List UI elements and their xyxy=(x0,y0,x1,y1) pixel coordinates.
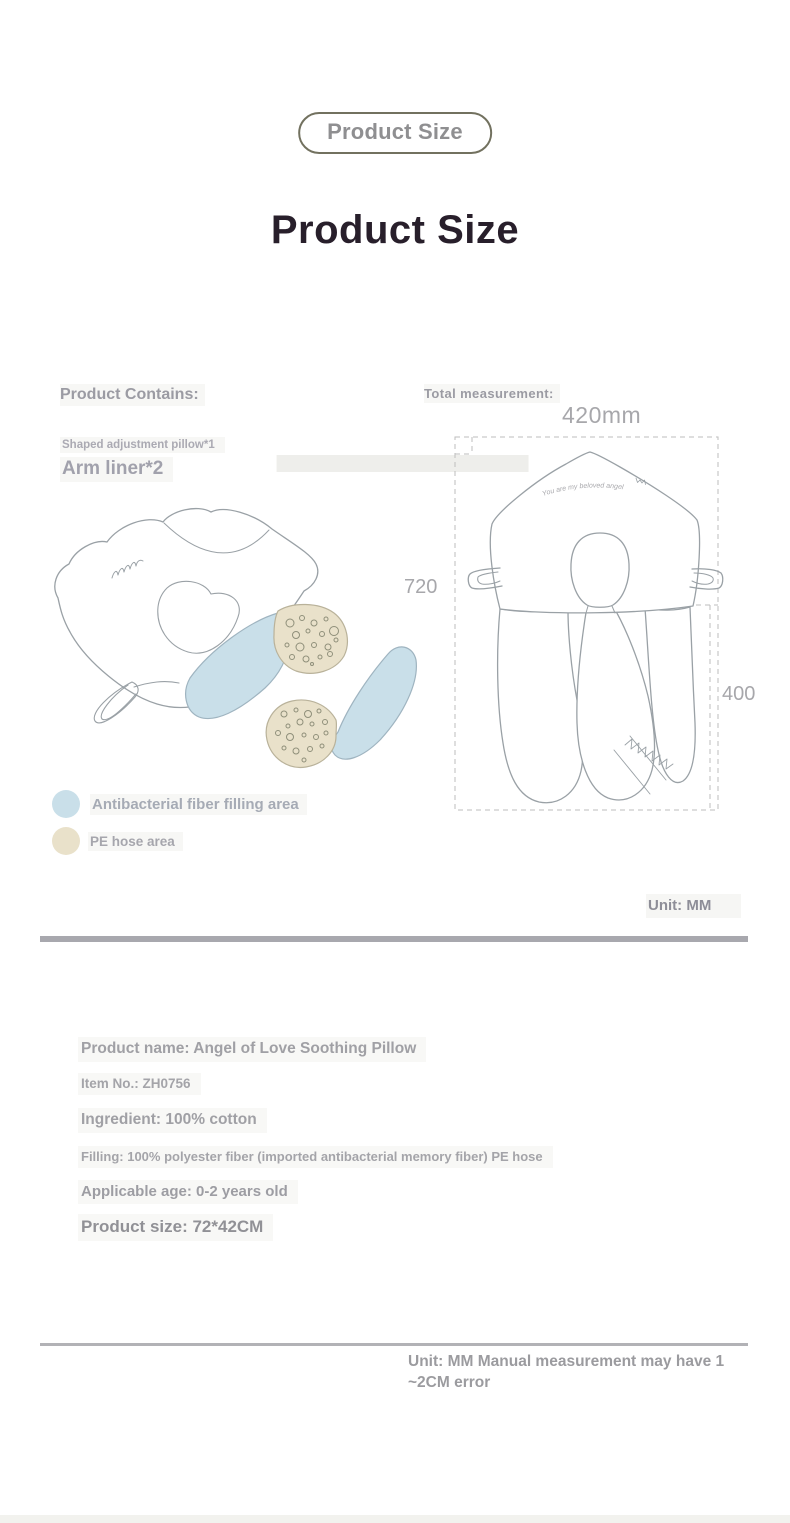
dimension-height-label: 720 xyxy=(404,576,438,598)
arm-liner-2-pe-hose-cap xyxy=(266,700,336,767)
fiber-legend-label: Antibacterial fiber filling area xyxy=(90,794,307,815)
legend-item-pe-hose xyxy=(52,827,183,855)
contains-item-shaped-pillow: Shaped adjustment pillow*1 xyxy=(60,437,225,453)
section-divider xyxy=(40,936,748,942)
total-measurement-title: Total measurement: xyxy=(424,384,560,403)
legend-item-fiber xyxy=(52,790,307,818)
pillow-parts-illustration xyxy=(38,492,428,797)
pillow-measurement-diagram xyxy=(440,428,770,818)
footer-divider xyxy=(40,1343,748,1346)
dimension-width-label: 420mm xyxy=(562,402,642,428)
dimension-inner-label: 400 xyxy=(722,683,756,705)
section-badge: Product Size xyxy=(298,112,492,154)
pillow-center-tie xyxy=(577,606,655,800)
dimension-400-line xyxy=(696,605,718,810)
detail-filling: Filling: 100% polyester fiber (imported antibacterial memory fiber) PE hose xyxy=(78,1146,553,1168)
page-title: Product Size xyxy=(270,208,520,252)
detail-applicable-age: Applicable age: 0-2 years old xyxy=(78,1180,298,1204)
corner-marker xyxy=(455,437,472,454)
arm-liner-2-fiber-area xyxy=(331,647,416,759)
bottom-strip xyxy=(0,1515,790,1523)
fiber-color-dot xyxy=(52,790,80,818)
product-contains-title: Product Contains: xyxy=(60,384,205,406)
pillow-left-leg xyxy=(498,609,583,803)
detail-product-name: Product name: Angel of Love Soothing Pillow xyxy=(78,1037,426,1062)
measurement-error-note: Unit: MM Manual measurement may have 1 ~2CM error xyxy=(408,1353,725,1391)
embroidery-text: You are my beloved angel xyxy=(541,482,624,498)
page-title-wrap xyxy=(0,208,790,253)
pillow-head xyxy=(490,452,699,613)
pillow-outline xyxy=(55,509,318,708)
detail-product-size: Product size: 72*42CM xyxy=(78,1214,273,1241)
detail-item-no: Item No.: ZH0756 xyxy=(78,1073,201,1095)
unit-mm-label: Unit: MM xyxy=(646,894,741,918)
contains-item-arm-liner: Arm liner*2 xyxy=(60,457,173,482)
pe-hose-color-dot xyxy=(52,827,80,855)
pe-hose-legend-label: PE hose area xyxy=(88,832,183,851)
detail-ingredient: Ingredient: 100% cotton xyxy=(78,1108,267,1133)
